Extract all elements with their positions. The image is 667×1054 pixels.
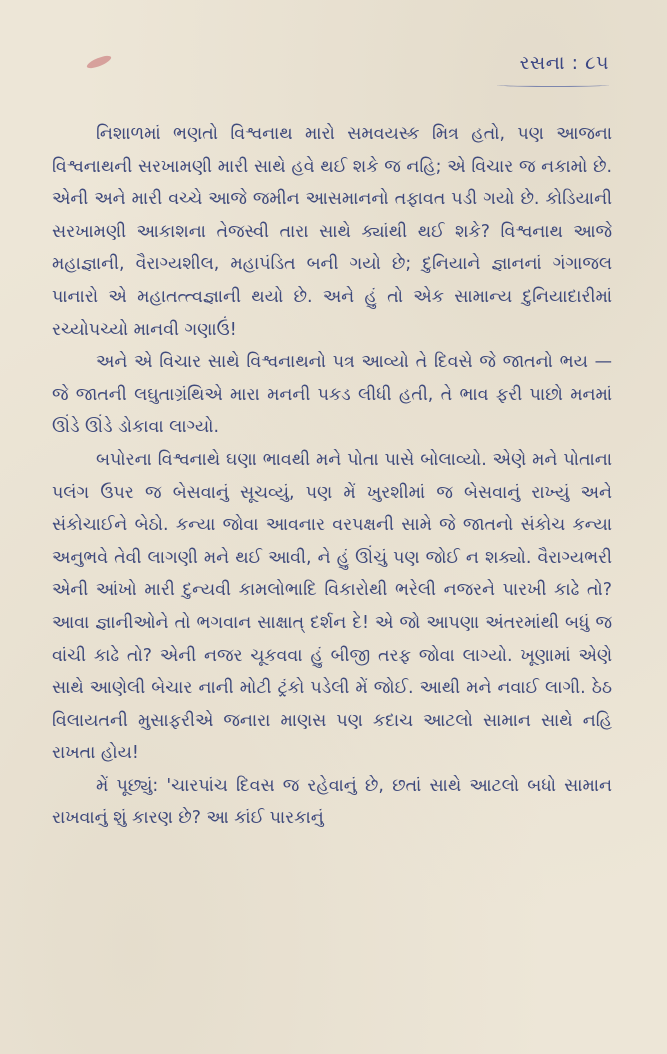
header-underline: [497, 83, 609, 87]
paragraph: મેં પૂછ્યું: 'ચારપાંચ દિવસ જ રહેવાનું છે, છતાં સાથે આટલો બધો સામાન રાખવાનું શું કારણ છે? આ કાંઈ પારકાનું: [52, 775, 612, 829]
paragraph: બપોરના વિશ્વનાથે ઘણા ભાવથી મને પોતા પાસે બોલાવ્યો. એણે મને પોતાના પલંગ ઉપર જ બેસવાનું સૂચવ્યું, પણ મેં ખુરશીમાં જ બેસવાનું રાખ્યું અને સંકોચાઈને બેઠો. કન્યા જોવા આવનાર વરપક્ષની સામે જે જાતનો સંકોચ કન્યા અનુભવે તેવી લાગણી મને થઈ આવી, ને હું ઊંચું પણ જોઈ ન શક્યો. વૈરાગ્યભરી એની આંખો મારી દુન્યવી કામલોભાદિ વિકારોથી ભરેલી નજરને પારખી કાઢે તો? આવા જ્ઞાનીઓને તો ભગવાન સાક્ષાત્ દર્શન દે! એ જો આપણા અંતરમાંથી બધું જ વાંચી કાઢે તો? એની નજર ચૂકવવા હું બીજી તરફ જોવા લાગ્યો. ખૂણામાં એણે સાથે આણેલી બેચાર નાની મોટી ટ્રંકો પડેલી મેં જોઈ. આથી મને નવાઈ લાગી. ઠેઠ વિલાયતની મુસાફરીએ જનારા માણસ પણ કદાચ આટલો સામાન સાથે નહિ રાખતા હોય!: [52, 449, 612, 764]
paragraph: અને એ વિચાર સાથે વિશ્વનાથનો પત્ર આવ્યો તે દિવસે જે જાતનો ભય — જે જાતની લઘુતાગ્રંથિએ મારા મનની પકડ લીધી હતી, તે ભાવ ફરી પાછો મનમાં ઊંડે ઊંડે ડોકાવા લાગ્યો.: [52, 352, 612, 438]
body-text: [52, 118, 612, 835]
running-header: રસના : ૮૫: [519, 52, 609, 74]
paragraph: નિશાળમાં ભણતો વિશ્વનાથ મારો સમવયસ્ક મિત્ર હતો, પણ આજના વિશ્વનાથની સરખામણી મારી સાથે હવે થઈ શકે જ નહિ; એ વિચાર જ નકામો છે. એની અને મારી વચ્ચે આજે જમીન આસમાનનો તફાવત પડી ગયો છે. કોડિયાની સરખામણી આકાશના તેજસ્વી તારા સાથે ક્યાંથી થઈ શકે? વિશ્વનાથ આજે મહાજ્ઞાની, વૈરાગ્યશીલ, મહાપંડિત બની ગયો છે; દુનિયાને જ્ઞાનનાં ગંગાજલ પાનારો એ મહાતત્ત્વજ્ઞાની થયો છે. અને હું તો એક સામાન્ય દુનિયાદારીમાં રચ્યોપચ્યો માનવી ગણાઉં!: [52, 124, 612, 340]
ink-smudge: [85, 53, 112, 70]
